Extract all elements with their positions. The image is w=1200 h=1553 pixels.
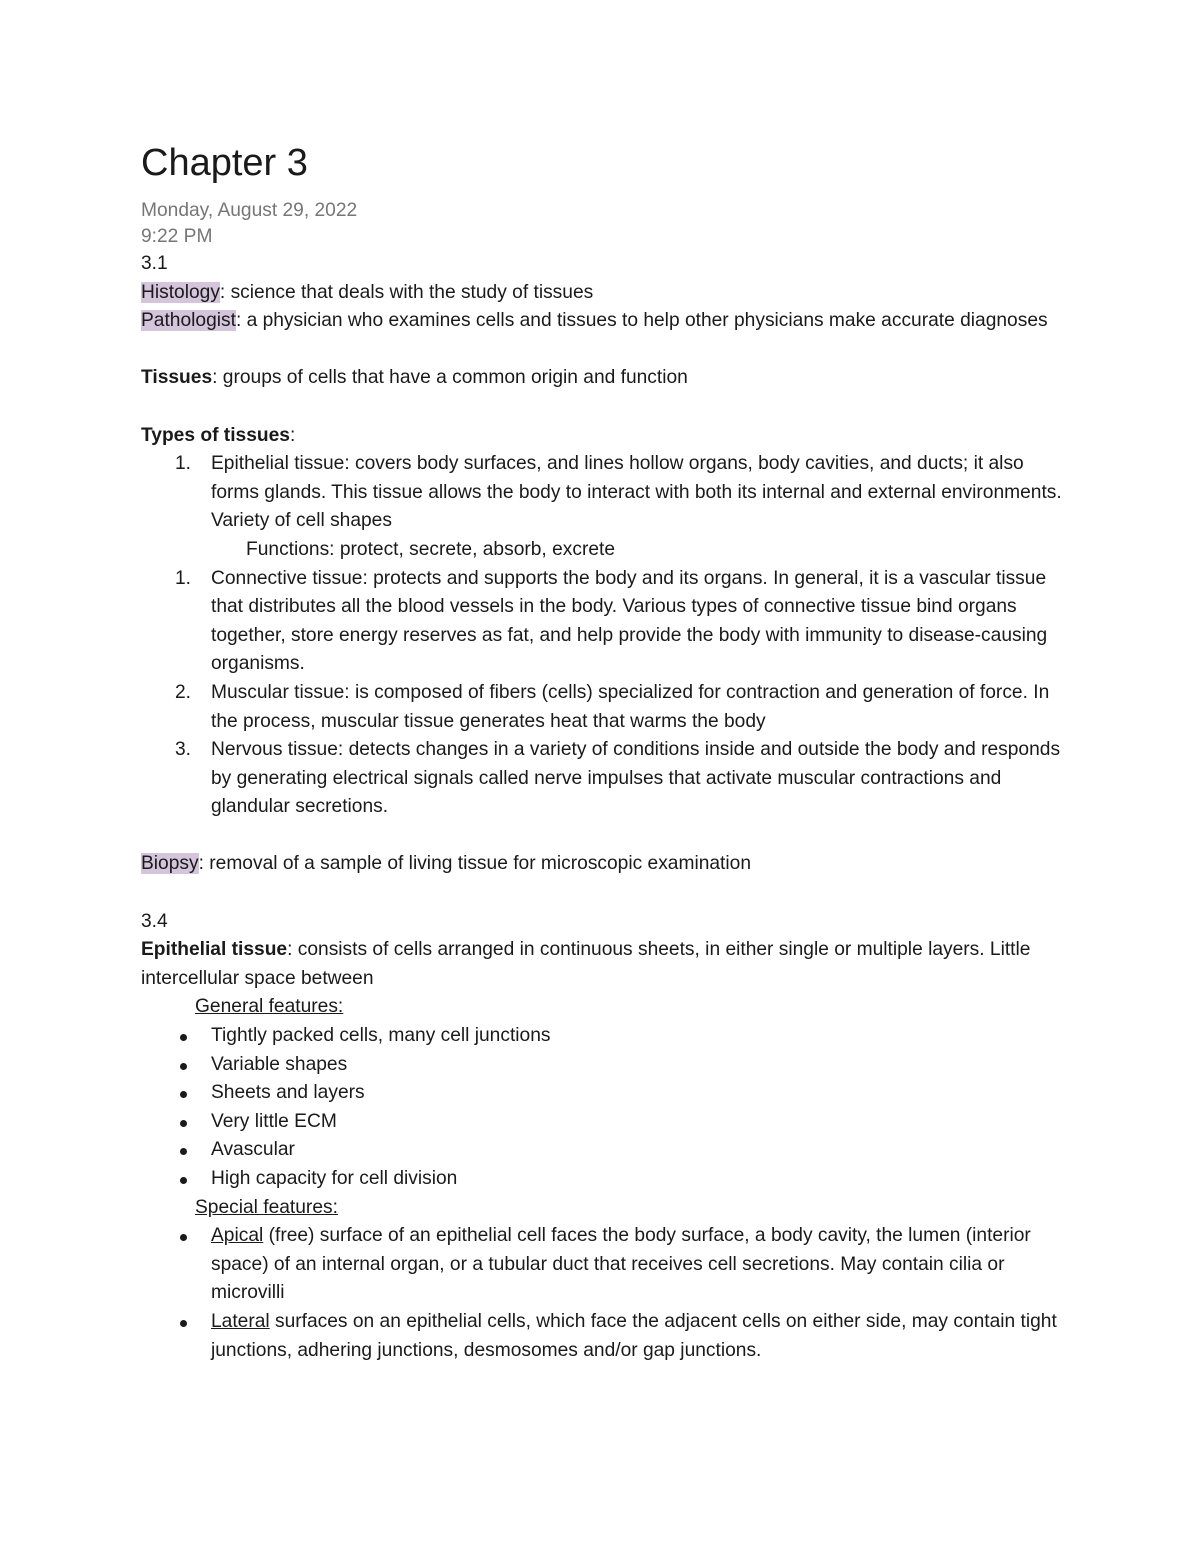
list-item-text: (free) surface of an epithelial cell faces the body surface, a body cavity, the lumen (interior space) of an internal organ, or a tubular duct that receives cell secretions. May contain cilia or microvilli	[211, 1225, 1031, 1304]
pathologist-definition	[141, 307, 1071, 336]
tissue-types-list	[141, 450, 1071, 536]
biopsy-text: : removal of a sample of living tissue for microscopic examination	[198, 853, 751, 875]
tissue-types-list-continued	[141, 565, 1071, 822]
epithelial-term: Epithelial tissue	[141, 939, 288, 961]
general-features-text: General features:	[195, 996, 344, 1018]
bullet-icon	[180, 1063, 187, 1070]
list-number: 3.	[175, 739, 192, 761]
list-item	[141, 1165, 1071, 1194]
list-item-text: Avascular	[211, 1139, 295, 1161]
pathologist-text: : a physician who examines cells and tissues to help other physicians make accurate diagnoses	[235, 310, 1048, 332]
list-item	[141, 1079, 1071, 1108]
bullet-icon	[180, 1091, 187, 1098]
list-item	[141, 679, 1071, 736]
list-item-text: surfaces on an epithelial cells, which face the adjacent cells on either side, may contain tight junctions, adhering junctions, desmosomes and/or gap junctions.	[211, 1310, 1057, 1361]
note-time: 9:22 PM	[141, 226, 213, 247]
list-item-text: Sheets and layers	[211, 1082, 365, 1104]
section-heading-3-4: 3.4	[141, 910, 168, 932]
general-features-list	[141, 1022, 1071, 1194]
general-features-label	[141, 993, 1071, 1022]
bullet-icon	[180, 1177, 187, 1184]
list-item-text: Very little ECM	[211, 1110, 337, 1132]
list-item-text: Nervous tissue: detects changes in a variety of conditions inside and outside the body and responds by generating electrical signals called nerve impulses that activate muscular contractions and glandular secretions.	[211, 739, 1061, 818]
histology-term: Histology	[141, 281, 220, 303]
tissues-term: Tissues	[141, 367, 213, 389]
list-item	[141, 1108, 1071, 1137]
bullet-icon	[180, 1234, 187, 1241]
blank-line	[141, 879, 1071, 908]
note-date: Monday, August 29, 2022	[141, 200, 358, 221]
bullet-icon	[180, 1320, 187, 1327]
special-features-list	[141, 1222, 1071, 1365]
list-item	[141, 565, 1071, 679]
note-content	[141, 140, 1071, 1365]
blank-line	[141, 393, 1071, 422]
list-item-text: Tightly packed cells, many cell junctions	[211, 1025, 551, 1047]
blank-line	[141, 336, 1071, 365]
blank-line	[141, 822, 1071, 851]
lateral-term: Lateral	[211, 1310, 270, 1332]
epithelial-text: : consists of cells arranged in continuous sheets, in either single or multiple layers. Little intercellular space between	[141, 939, 1031, 989]
special-features-label	[141, 1194, 1071, 1223]
tissues-text: : groups of cells that have a common origin and function	[212, 367, 688, 389]
list-number: 2.	[175, 681, 192, 703]
list-item-text: Variable shapes	[211, 1053, 348, 1075]
list-item-text: High capacity for cell division	[211, 1168, 458, 1189]
bullet-icon	[180, 1148, 187, 1155]
section-heading-3-1: 3.1	[141, 253, 168, 274]
page-title: Chapter 3	[141, 142, 308, 184]
list-item-text: Connective tissue: protects and supports the body and its organs. In general, it is a vascular tissue that distributes all the blood vessels in the body. Various types of connective tissue bind organs together, store energy reserves as fat, and help provide the body with immunity to disease-causing organisms.	[211, 567, 1048, 675]
list-item	[141, 736, 1071, 822]
bullet-icon	[180, 1034, 187, 1041]
biopsy-term: Biopsy	[141, 853, 199, 875]
list-number: 1.	[175, 567, 192, 589]
types-term: Types of tissues	[141, 424, 290, 446]
list-item	[141, 1022, 1071, 1051]
list-item	[141, 1051, 1071, 1080]
histology-definition	[141, 279, 1071, 308]
list-item	[141, 450, 1071, 536]
biopsy-definition	[141, 850, 1071, 879]
histology-text: : science that deals with the study of tissues	[219, 281, 594, 303]
list-item	[141, 1222, 1071, 1308]
list-item	[141, 1136, 1071, 1165]
apical-term: Apical	[211, 1225, 264, 1247]
tissues-definition	[141, 364, 1071, 393]
list-number: 1.	[175, 453, 192, 475]
functions-line: Functions: protect, secrete, absorb, excrete	[246, 538, 616, 560]
bullet-icon	[180, 1120, 187, 1127]
pathologist-term: Pathologist	[141, 310, 236, 332]
list-item	[141, 1308, 1071, 1365]
special-features-text: Special features:	[195, 1196, 338, 1218]
types-colon: :	[289, 424, 296, 446]
list-item-text: Epithelial tissue: covers body surfaces, and lines hollow organs, body cavities, and ducts; it also forms glands. This tissue allows the body to interact with both its internal and external environments. Variety of cell shapes	[211, 453, 1062, 532]
types-heading	[141, 422, 1071, 451]
list-item-text: Muscular tissue: is composed of fibers (cells) specialized for contraction and generation of force. In the process, muscular tissue generates heat that warms the body	[211, 681, 1050, 732]
epithelial-definition	[141, 936, 1071, 993]
